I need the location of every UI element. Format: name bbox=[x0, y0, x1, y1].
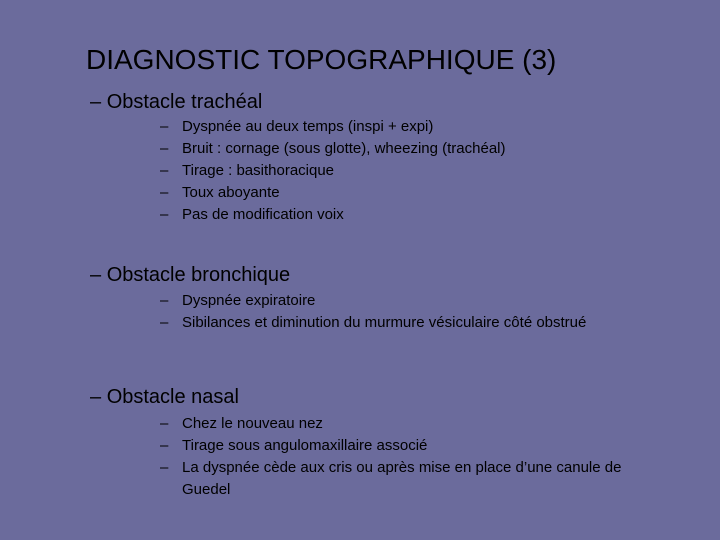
item-dash: – bbox=[160, 292, 169, 309]
list-item bbox=[160, 138, 620, 160]
item-text: Tirage sous angulomaxillaire associé bbox=[182, 437, 428, 454]
item-text: Dyspnée expiratoire bbox=[182, 292, 316, 309]
item-dash: – bbox=[160, 415, 169, 432]
list-item bbox=[160, 435, 640, 457]
section-heading-label: Obstacle bronchique bbox=[106, 264, 291, 286]
list-item bbox=[160, 312, 630, 334]
item-text: Toux aboyante bbox=[182, 184, 280, 201]
item-dash: – bbox=[160, 437, 169, 454]
section-dash: – bbox=[90, 91, 102, 113]
item-dash: – bbox=[160, 184, 169, 201]
item-list-bronchial bbox=[160, 290, 630, 334]
item-text: Pas de modification voix bbox=[182, 206, 344, 223]
section-dash: – bbox=[90, 386, 102, 408]
section-heading-tracheal bbox=[90, 90, 262, 114]
section-heading-label: Obstacle nasal bbox=[106, 386, 239, 408]
list-item bbox=[160, 290, 630, 312]
section-heading-bronchial bbox=[90, 263, 290, 287]
item-text: Dyspnée au deux temps (inspi + expi) bbox=[182, 118, 434, 135]
list-item bbox=[160, 182, 620, 204]
item-text: Sibilances et diminution du murmure vésiculaire côté obstrué bbox=[182, 314, 587, 331]
item-dash: – bbox=[160, 314, 169, 331]
list-item bbox=[160, 457, 640, 501]
item-list-tracheal bbox=[160, 116, 620, 226]
section-heading-nasal bbox=[90, 385, 239, 409]
list-item bbox=[160, 204, 620, 226]
item-dash: – bbox=[160, 206, 169, 223]
section-heading-label: Obstacle trachéal bbox=[106, 91, 263, 113]
item-dash: – bbox=[160, 140, 169, 157]
list-item bbox=[160, 116, 620, 138]
item-list-nasal bbox=[160, 413, 640, 501]
item-dash: – bbox=[160, 162, 169, 179]
item-text: Chez le nouveau nez bbox=[182, 415, 323, 432]
item-text: La dyspnée cède aux cris ou après mise en place d’une canule de Guedel bbox=[182, 459, 622, 498]
list-item bbox=[160, 160, 620, 182]
list-item bbox=[160, 413, 640, 435]
item-text: Bruit : cornage (sous glotte), wheezing (trachéal) bbox=[182, 140, 506, 157]
item-text: Tirage : basithoracique bbox=[182, 162, 335, 179]
item-dash: – bbox=[160, 118, 169, 135]
item-dash: – bbox=[160, 459, 169, 476]
section-dash: – bbox=[90, 264, 102, 286]
slide-title: DIAGNOSTIC TOPOGRAPHIQUE (3) bbox=[86, 44, 557, 75]
